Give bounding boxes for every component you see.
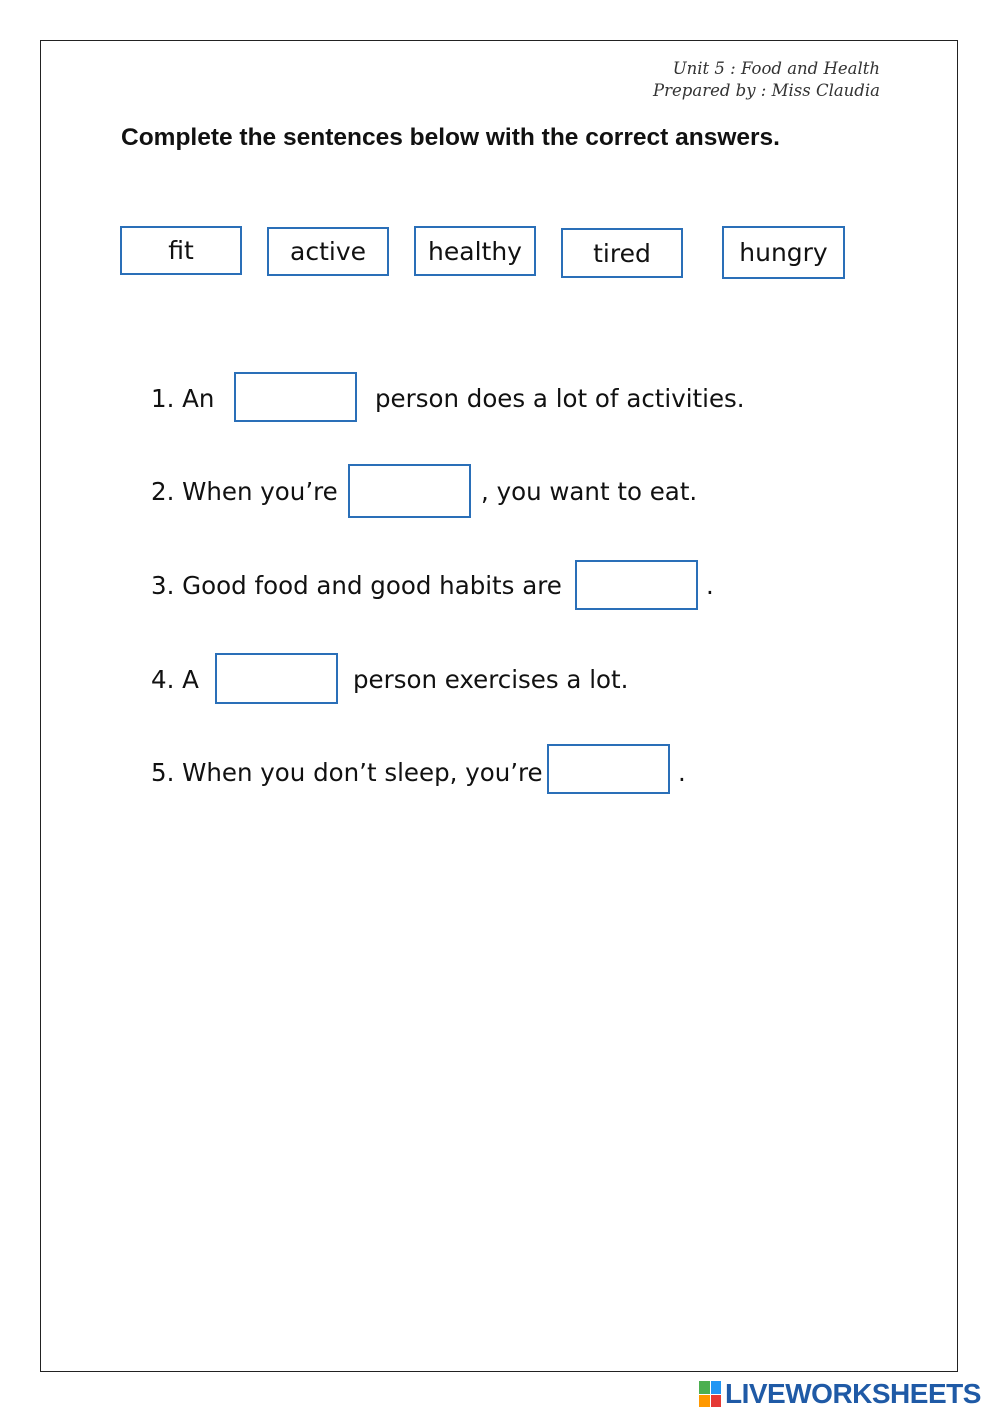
sentence-1-end: person does a lot of activities. [375, 384, 745, 413]
liveworksheets-logo [699, 1377, 981, 1411]
sentence-1-start: 1. An [151, 384, 215, 413]
word-chip-tired[interactable]: tired [561, 228, 683, 278]
answer-box-1[interactable] [234, 372, 357, 422]
unit-label: Unit 5 : Food and Health [672, 59, 880, 78]
word-chip-active[interactable]: active [267, 227, 389, 276]
word-chip-healthy[interactable]: healthy [414, 226, 536, 276]
sentence-3-start: 3. Good food and good habits are [151, 571, 562, 600]
sentence-2-start: 2. When you’re [151, 477, 338, 506]
sentence-2-end: , you want to eat. [481, 477, 698, 506]
worksheet-header [653, 58, 880, 102]
liveworksheets-logo-icon [699, 1381, 721, 1407]
sentence-5-end: . [678, 758, 686, 787]
answer-box-2[interactable] [348, 464, 471, 518]
answer-box-4[interactable] [215, 653, 338, 704]
answer-box-3[interactable] [575, 560, 698, 610]
sentence-4-start: 4. A [151, 665, 199, 694]
liveworksheets-logo-text: LIVEWORKSHEETS [725, 1378, 981, 1409]
instructions-heading: Complete the sentences below with the correct answers. [121, 124, 780, 151]
word-chip-fit[interactable]: fit [120, 226, 242, 275]
sentence-4-end: person exercises a lot. [353, 665, 629, 694]
sentence-3-end: . [706, 571, 714, 600]
answer-box-5[interactable] [547, 744, 670, 794]
author-label: Prepared by : Miss Claudia [653, 81, 880, 100]
word-chip-hungry[interactable]: hungry [722, 226, 845, 279]
sentence-5-start: 5. When you don’t sleep, you’re [151, 758, 543, 787]
